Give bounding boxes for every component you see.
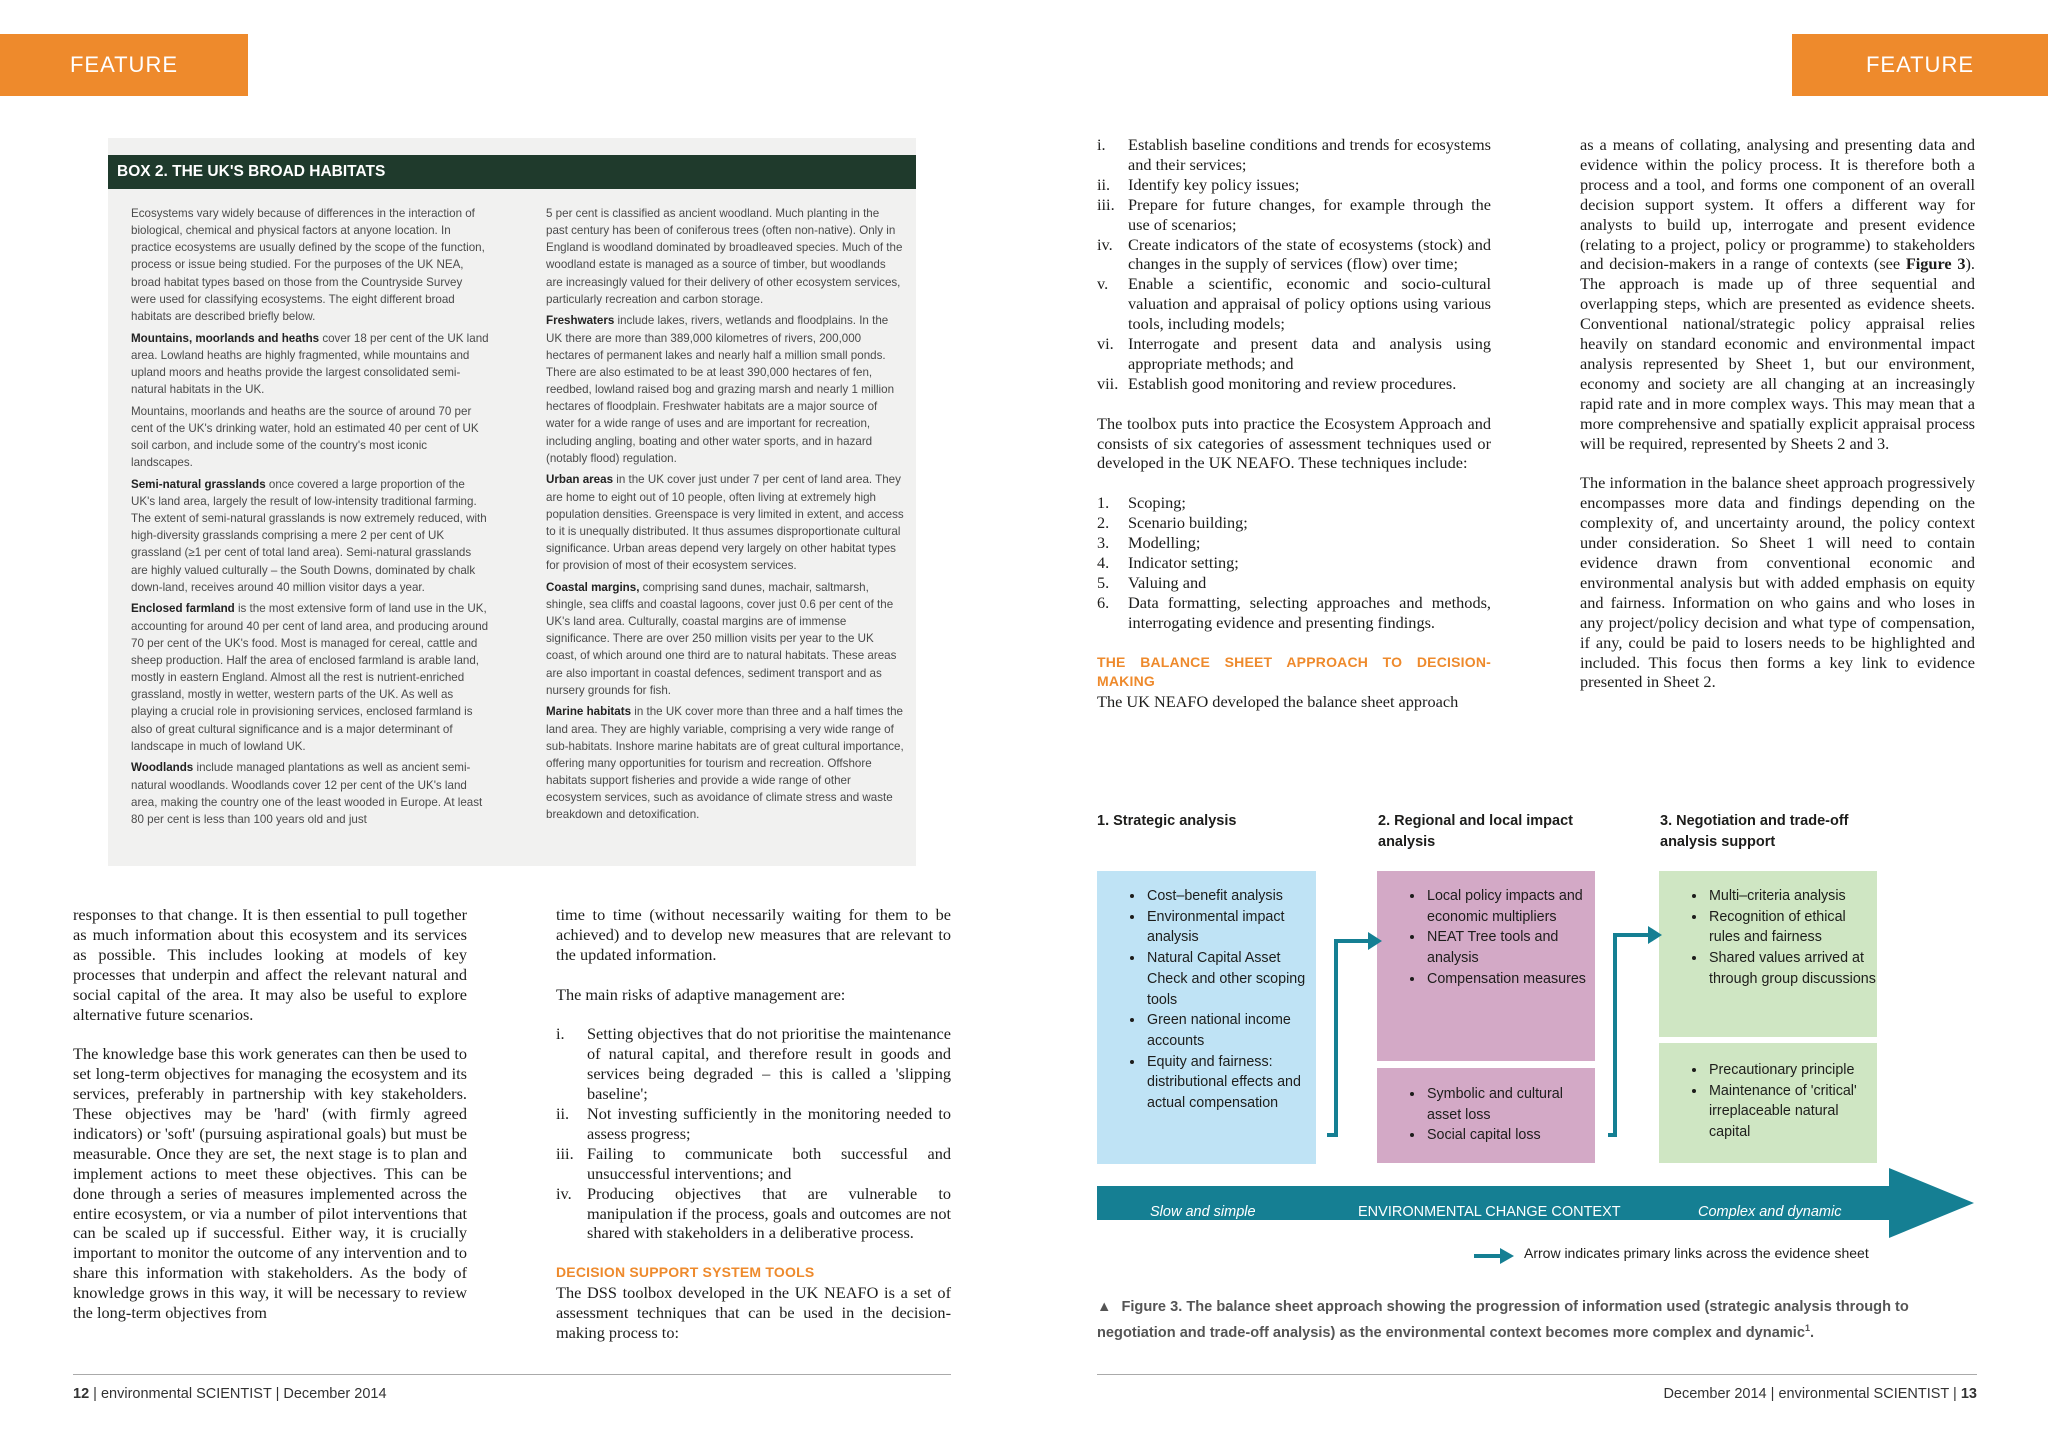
box2-title — [108, 155, 916, 189]
right-page-column-2 — [1580, 135, 1975, 712]
feature-tab-right — [1792, 34, 2048, 96]
caption-triangle-icon: ▲ — [1097, 1299, 1112, 1315]
left-col2-intro: time to time (without necessarily waiting for them to be achieved) and to develop new measures that are relevant to the updated information. — [556, 905, 951, 964]
sheet-bullet-item: • Social capital loss — [1425, 1125, 1595, 1146]
list-item-number: 4. — [1097, 553, 1110, 572]
link-arrow-sheet2-to-sheet3 — [1608, 935, 1650, 1135]
sheet-bullet-item: • Compensation measures — [1425, 969, 1595, 990]
band-left-label: Slow and simple — [1150, 1204, 1256, 1220]
list-item-text: Not investing sufficiently in the monitoring needed to assess progress; — [587, 1104, 951, 1143]
list-item — [1097, 513, 1491, 533]
figure-3-reference: Figure 3 — [1905, 254, 1966, 274]
link-arrow-head-2 — [1648, 926, 1662, 944]
sheet-bullet-item: • Cost–benefit analysis — [1145, 886, 1316, 907]
habitat-name: Mountains, moorlands and heaths — [131, 331, 320, 345]
list-item-number: iv. — [1097, 234, 1113, 254]
techniques-list — [1097, 493, 1491, 632]
list-item-text: Valuing and — [1128, 572, 1207, 592]
right-page-column-1 — [1097, 135, 1491, 712]
list-item-number: 2. — [1097, 513, 1110, 533]
box2-paragraph-text: Mountains, moorlands and heaths are the source of around 70 per cent of the UK's drinking water, hold an estimated 40 per cent of UK soil carbon, and include some of the country's most iconic landscapes. — [131, 404, 479, 470]
list-item — [1097, 533, 1491, 553]
figure-connectors — [1310, 925, 1710, 1145]
list-item-text: Establish good monitoring and review procedures. — [1128, 373, 1457, 393]
box2-paragraph — [131, 600, 489, 754]
box2-paragraph-text: 5 per cent is classified as ancient woodland. Much planting in the past century has been of coniferous trees (often non-native). Only in England is woodland dominated by broadleaved species. Much of the woodland estate is managed as a source of timber, but woodlands are increasingly valued for their delivery of other ecosystem services, particularly recreation and carbon storage. — [546, 207, 903, 306]
list-item-text: Create indicators of the state of ecosystems (stock) and changes in the supply of services (flow) over time; — [1128, 234, 1491, 274]
list-item-text: Scenario building; — [1128, 513, 1248, 533]
box2-paragraph — [546, 579, 904, 699]
box2-paragraph — [131, 403, 489, 472]
sheet-bullet-item: • Symbolic and cultural asset loss — [1425, 1084, 1595, 1125]
box2-paragraph — [546, 471, 904, 574]
sheet-bullet-item: • Equity and fairness: distributional effects and actual compensation — [1145, 1052, 1316, 1114]
footer-rule-right — [1097, 1374, 1977, 1375]
box2-paragraph-text: include managed plantations as well as ancient semi-natural woodlands. Woodlands cover 12 per cent of the UK's land area, making the country one of the least wooded in Europe. At least 80 per cent is less than 100 years old and just — [131, 761, 483, 826]
list-item — [1097, 573, 1491, 593]
list-item-number: ii. — [1097, 174, 1111, 194]
habitat-name: Marine habitats — [546, 705, 632, 719]
balance-para-1 — [1580, 135, 1975, 454]
list-item-number: i. — [1097, 135, 1106, 154]
list-item — [556, 1144, 951, 1184]
sheet-bullet-item: • Natural Capital Asset Check and other scoping tools — [1145, 948, 1316, 1010]
sheet-bullet-item: • Local policy impacts and economic multipliers — [1425, 886, 1595, 927]
sheet-bullet-item: • Multi–criteria analysis — [1707, 886, 1877, 907]
footer-left — [73, 1386, 387, 1402]
link-arrow-head-1 — [1368, 932, 1382, 950]
box2-paragraph — [131, 330, 489, 399]
sheet-bullet-item: • Shared values arrived at through group discussions — [1707, 948, 1877, 989]
box2-paragraph-text: Ecosystems vary widely because of differences in the interaction of biological, chemical and physical factors at anyone location. In practice ecosystems are usually defined by the scope of the function, process or issue being studied. For the purposes of the UK NEA, broad habitat types based on those from the Countryside Survey were used for classifying ecosystems. The eight different broad habitats are described briefly below. — [131, 207, 485, 323]
list-item-text: Producing objectives that are vulnerable to manipulation if the process, goals and outcomes are not shared with stakeholders in a deliberative process. — [587, 1183, 951, 1243]
list-item — [1097, 493, 1491, 513]
list-item-text: Data formatting, selecting approaches and methods, interrogating evidence and presenting findings. — [1128, 592, 1491, 632]
list-item — [556, 1104, 951, 1144]
habitat-name: Woodlands — [131, 761, 194, 775]
right-page-number: 13 — [1960, 1386, 1977, 1402]
list-item-text: Indicator setting; — [1128, 553, 1239, 572]
list-item-text: Identify key policy issues; — [1128, 174, 1300, 194]
dss-text: The DSS toolbox developed in the UK NEAFO is a set of assessment techniques that can be used in the decision-making process to: — [556, 1283, 951, 1342]
list-item-text: Interrogate and present data and analysis using appropriate methods; and — [1128, 334, 1491, 373]
figure-header-1: 1. Strategic analysis — [1097, 813, 1237, 829]
left-page-column-2 — [556, 905, 951, 1343]
habitat-name: Urban areas — [546, 473, 614, 487]
risks-intro: The main risks of adaptive management are: — [556, 984, 846, 1004]
list-item-number: iii. — [1097, 194, 1115, 214]
figure-caption — [1097, 1297, 1977, 1344]
box2-paragraph-text: cover 18 per cent of the UK land area. Lowland heaths are highly fragmented, while mountains and upland moors and heaths provide the largest consolidated semi-natural habitats in the UK. — [131, 331, 489, 397]
box2-paragraph — [131, 476, 489, 596]
balance-para-2: The information in the balance sheet approach progressively encompasses more data and findings depending on the complexity of, and uncertainty around, the policy context under consideration. So Sheet 1 will need to contain evidence drawn from conventional economic and environmental analysis but with added emphasis on equity and fairness. Information on who gains and who loses in any project/policy decision and what type of compensation, if any, could be paid to losers needs to be highlighted and included. This focus then forms a key link to evidence presented in Sheet 2. — [1580, 473, 1975, 692]
feature-tab-right-label: FEATURE — [1865, 52, 1975, 77]
sheet-bullet-item: • Green national income accounts — [1145, 1010, 1316, 1051]
list-item-number: i. — [556, 1024, 565, 1044]
sheet-bullet-item: • Precautionary principle — [1707, 1060, 1877, 1081]
habitat-name: Freshwaters — [546, 314, 615, 328]
list-item-text: Setting objectives that do not prioritise the maintenance of natural capital, and therefore result in goods and services being degraded – this is called a 'slipping baseline'; — [587, 1024, 951, 1104]
left-page-number: 12 — [73, 1386, 90, 1402]
box2-paragraph-text: once covered a large proportion of the UK's land area, largely the result of low-intensity traditional farming. The extent of semi-natural grasslands is now extremely reduced, with high-diversity grasslands comprising a mere 2 per cent of UK grassland (≥1 per cent of total land area). Semi-natural grasslands are highly valued culturally – the South Downs, dominated by chalk down-land, receives around 40 million visitor days a year. — [131, 477, 487, 594]
sheet-1-list — [1097, 886, 1316, 1114]
sheet-bullet-item: • Maintenance of 'critical' irreplaceable natural capital — [1707, 1081, 1877, 1143]
list-item-text: Prepare for future changes, for example through the use of scenarios; — [1128, 194, 1491, 234]
list-item-text: Establish baseline conditions and trends for ecosystems and their services; — [1128, 135, 1491, 174]
band-center-label: ENVIRONMENTAL CHANGE CONTEXT — [1358, 1204, 1621, 1220]
list-item-number: ii. — [556, 1104, 570, 1124]
list-item-number: vi. — [1097, 334, 1114, 354]
box2-paragraph-text: in the UK cover just under 7 per cent of land area. They are home to eight out of 10 people, often living at extremely high population densities. Greenspace is very limited in extent, and access to it is unequally distributed. It thus assumes disproportionate cultural significance. Urban areas depend very largely on other habitat types for provision of most of their ecosystem services. — [546, 473, 904, 573]
box2-paragraph — [546, 703, 904, 823]
band-right-label: Complex and dynamic — [1698, 1204, 1842, 1220]
list-item-number: 6. — [1097, 592, 1110, 612]
caption-superscript: 1 — [1804, 1323, 1810, 1333]
box2-paragraph-text: comprising sand dunes, machair, saltmarsh, shingle, sea cliffs and coastal lagoons, cover just 0.6 per cent of the UK's land area. Culturally, coastal margins are of immense significance. There are over 250 million visits per year to the UK coast, of which around one third are to natural habitats. These areas are also important in coastal defences, sediment transport and as nursery grounds for fish. — [546, 580, 897, 697]
list-item-text: Modelling; — [1128, 533, 1201, 553]
list-item-number: iii. — [556, 1143, 574, 1163]
sheet-1-box — [1097, 871, 1316, 1164]
list-item-text: Enable a scientific, economic and socio-cultural valuation and appraisal of policy options using various tools, including models; — [1128, 274, 1491, 334]
box2-column-2 — [546, 205, 904, 828]
feature-tab-left-label: FEATURE — [69, 52, 179, 77]
balance-para-1a: as a means of collating, analysing and presenting data and evidence within the policy process. It is therefore both a process and a tool, and forms one component of an overall decision support system. It offers a different way for analysts to build up, interrogate and present evidence (relating to a project, policy or programme) to stakeholders and decision-makers in a range of contexts (see — [1580, 135, 1975, 274]
habitat-name: Enclosed farmland — [131, 602, 235, 616]
list-item-number: 1. — [1097, 493, 1110, 513]
list-item — [1097, 195, 1491, 235]
box2-paragraph — [546, 205, 904, 308]
left-footer-text: | environmental SCIENTIST | December 2014 — [89, 1386, 387, 1402]
list-item-number: iv. — [556, 1183, 572, 1203]
toolbox-paragraph: The toolbox puts into practice the Ecosystem Approach and consists of six categories of assessment techniques used or developed in the UK NEAFO. These techniques include: — [1097, 413, 1491, 473]
list-item — [1097, 135, 1491, 175]
box2-paragraph-text: is the most extensive form of land use in the UK, accounting for around 40 per cent of land area, and producing around 70 per cent of the UK's food. Most is managed for cereal, cattle and sheep production. Half the area of enclosed farmland is arable land, mostly in eastern England. Almost all the rest is nutrient-enriched grassland, mostly in wetter, western parts of the UK. As well as playing a crucial role in provisioning services, enclosed farmland is also of great cultural significance and is a major determinant of landscape in much of lowland UK. — [131, 602, 489, 753]
list-item — [556, 1184, 951, 1244]
left-page-column-1 — [73, 905, 467, 1343]
left-col1-paragraph: responses to that change. It is then essential to pull together as much information about this ecosystem and its services as possible. This includes looking at models of key processes that underpin and affect the relevant natural and social capital of the area. It may also be useful to explore alternative future scenarios. — [73, 905, 467, 1024]
link-arrow-sheet1-to-sheet2 — [1327, 941, 1370, 1135]
sheet-bullet-item: • Recognition of ethical rules and fairness — [1707, 907, 1877, 948]
balance-sheet-text: The UK NEAFO developed the balance sheet approach — [1097, 692, 1459, 712]
footer-right — [1663, 1386, 1977, 1402]
risks-list — [556, 1024, 951, 1243]
box2-title-text: BOX 2. THE UK'S BROAD HABITATS — [117, 163, 386, 180]
box2-paragraph — [131, 759, 489, 828]
toolbox-uses-list — [1097, 135, 1491, 394]
list-item — [556, 1024, 951, 1104]
legend-arrow-icon — [1474, 1246, 1516, 1266]
list-item-number: vii. — [1097, 373, 1119, 393]
balance-para-1b: ). The approach is made up of three sequential and overlapping steps, which are presented as evidence sheets. Conventional national/strategic policy appraisal relies heavily on standard economic and environmental impact analysis represented by Sheet 1, but our environment, economy and society are all changing at an increasingly rapid rate and in more complex ways. This may mean that a more comprehensive and spatially explicit appraisal process will be required, represented by Sheets 2 and 3. — [1580, 254, 1975, 453]
left-col1-paragraph: The knowledge base this work generates can then be used to set long-term objectives for managing the ecosystem and its services, preferably in partnership with key stakeholders. These objectives may be 'hard' (with firmly agreed indicators) or 'soft' (pursuing aspirational goals) but must be measurable. Once they are set, the next stage is to plan and implement actions to meet these objectives. This can be done through a series of measures implemented across the entire ecosystem, or via a number of pilot interventions that can be scaled up if successful. Either way, it is crucially important to monitor the outcome of any intervention and to share this information with stakeholders. As the body of knowledge grows in this way, it will be necessary to review the long-term objectives from — [73, 1044, 467, 1323]
figure-header-2: 2. Regional and local impact analysis — [1378, 813, 1573, 850]
list-item — [1097, 593, 1491, 633]
sheet-bullet-item: • NEAT Tree tools and analysis — [1425, 927, 1595, 968]
habitat-name: Coastal margins, — [546, 580, 640, 594]
box2-paragraph-text: in the UK cover more than three and a half times the land area. They are highly variable, comprising a very wide range of sub-habitats. Inshore marine habitats are of great cultural importance, offering many opportunities for tourism and recreation. Offshore habitats support fisheries and provide a wide range of other ecosystem services, such as avoidance of climate stress and waste breakdown and detoxification. — [546, 705, 904, 822]
list-item-text: Failing to communicate both successful and unsuccessful interventions; and — [587, 1143, 951, 1183]
habitat-name: Semi-natural grasslands — [131, 477, 266, 491]
right-footer-text: December 2014 | environmental SCIENTIST | — [1663, 1386, 1961, 1402]
list-item-number: 3. — [1097, 533, 1110, 553]
footer-rule-left — [73, 1374, 951, 1375]
box2-paragraph-text: include lakes, rivers, wetlands and floodplains. In the UK there are more than 389,000 kilometres of rivers, 200,000 hectares of permanent lakes and nearly half a million small ponds. There are also estimated to be at least 390,000 hectares of fen, reedbed, lowland raised bog and grazing marsh and nearly 1 million hectares of floodplain. Freshwater habitats are a major source of water for a wide range of uses and are important for recreation, including angling, boating and other water sports, and in hazard (notably flood) regulation. — [546, 314, 895, 465]
box2-paragraph — [546, 312, 904, 466]
dss-heading: DECISION SUPPORT SYSTEM TOOLS — [556, 1264, 815, 1281]
list-item — [1097, 274, 1491, 334]
balance-sheet-heading: THE BALANCE SHEET APPROACH TO DECISION-MAKING — [1097, 653, 1491, 690]
list-item — [1097, 374, 1491, 394]
list-item-number: 5. — [1097, 572, 1110, 592]
sheet-bullet-item: • Environmental impact analysis — [1145, 907, 1316, 948]
feature-tab-left — [0, 34, 248, 96]
list-item — [1097, 175, 1491, 195]
list-item — [1097, 553, 1491, 573]
list-item-text: Scoping; — [1128, 493, 1186, 513]
list-item — [1097, 235, 1491, 275]
list-item-number: v. — [1097, 274, 1109, 294]
caption-text: Figure 3. The balance sheet approach showing the progression of information used (strategic analysis through to negotiation and trade-off analysis) as the environmental context becomes more complex and dynamic — [1097, 1299, 1909, 1341]
figure-header-3: 3. Negotiation and trade-off analysis support — [1660, 813, 1849, 850]
caption-end: . — [1809, 1324, 1815, 1341]
box2-paragraph — [131, 205, 489, 325]
box2-column-1 — [131, 205, 489, 832]
legend-text: Arrow indicates primary links across the evidence sheet — [1524, 1245, 1869, 1261]
list-item — [1097, 334, 1491, 374]
